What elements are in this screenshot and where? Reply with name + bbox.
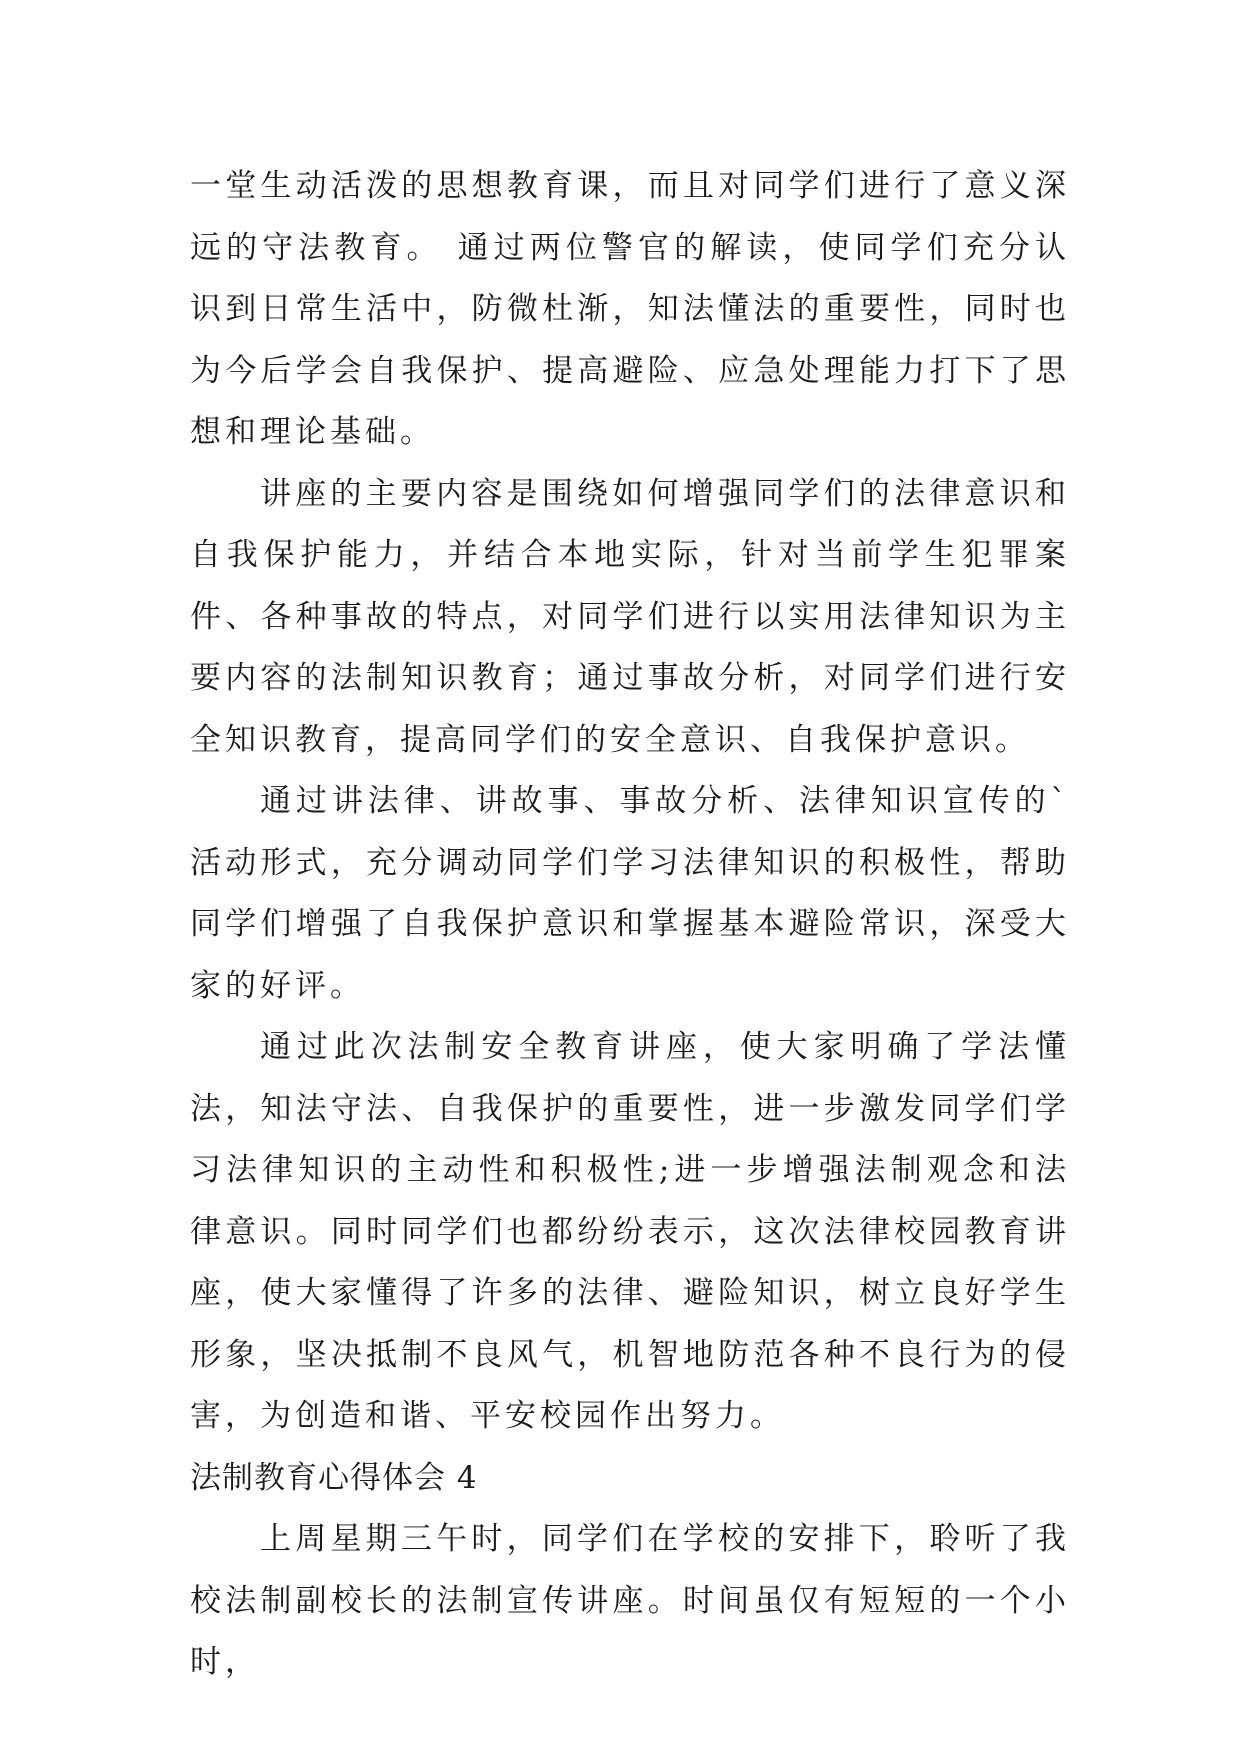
section-heading: 法制教育心得体会 4 bbox=[190, 1459, 478, 1496]
paragraph-5: 上周星期三午时，同学们在学校的安排下，聆听了我校法制副校长的法制宣传讲座。时间虽仅有短短的一个小时， bbox=[190, 1521, 1070, 1680]
paragraph-3: 通过讲法律、讲故事、事故分析、法律知识宣传的`活动形式，充分调动同学们学习法律知识的积极性，帮助同学们增强了自我保护意识和掌握基本避险常识，深受大家的好评。 bbox=[190, 783, 1070, 1004]
paragraph-1: 一堂生动活泼的思想教育课，而且对同学们进行了意义深远的守法教育。 通过两位警官的解读，使同学们充分认识到日常生活中，防微杜渐，知法懂法的重要性，同时也为今后学会自我保护、提高避险、应急处理能力打下了思想和理论基础。 bbox=[190, 168, 1070, 450]
paragraph-2: 讲座的主要内容是围绕如何增强同学们的法律意识和自我保护能力，并结合本地实际，针对当前学生犯罪案件、各种事故的特点，对同学们进行以实用法律知识为主要内容的法制知识教育；通过事故分析，对同学们进行安全知识教育，提高同学们的安全意识、自我保护意识。 bbox=[190, 475, 1070, 758]
document-body bbox=[190, 156, 1070, 1694]
paragraph-4: 通过此次法制安全教育讲座，使大家明确了学法懂法，知法守法、自我保护的重要性，进一步激发同学们学习法律知识的主动性和积极性;进一步增强法制观念和法律意识。同时同学们也都纷纷表示，这次法律校园教育讲座，使大家懂得了许多的法律、避险知识，树立良好学生形象，坚决抵制不良风气，机智地防范各种不良行为的侵害，为创造和谐、平安校园作出努力。 bbox=[190, 1029, 1070, 1434]
